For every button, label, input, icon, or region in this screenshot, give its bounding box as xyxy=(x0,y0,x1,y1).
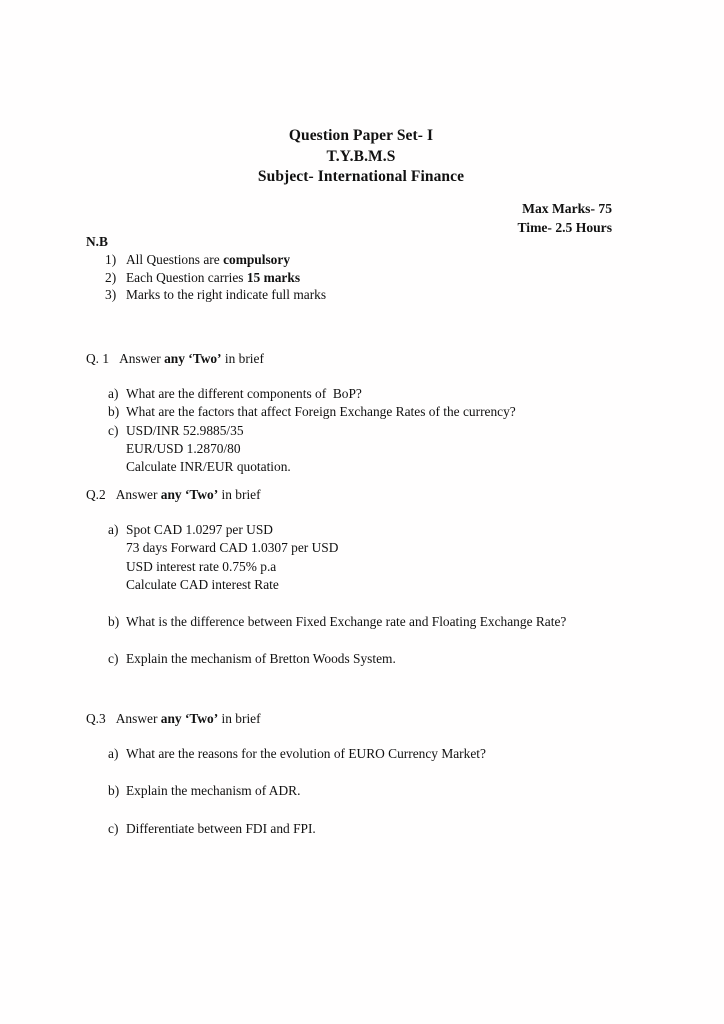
note-heading: N.B xyxy=(86,234,108,249)
note-item-marker: 1) xyxy=(105,252,117,267)
note-item-marker: 3) xyxy=(105,287,117,303)
note-item-text-plain: Each Question carries xyxy=(126,269,247,285)
question-sub-item xyxy=(86,650,566,668)
question-instruction-prefix: Answer xyxy=(119,351,165,366)
question-sub-marker: c) xyxy=(108,422,119,438)
question-label: Q. 1 xyxy=(86,351,110,366)
page-title: Question Paper Set- I xyxy=(288,127,434,144)
question-sub-line: 73 days Forward CAD 1.0307 per USD xyxy=(126,540,339,556)
note-item-text-plain: Marks to the right indicate full marks xyxy=(126,287,327,303)
question-sub-marker: b) xyxy=(108,783,120,799)
course-title: T.Y.B.M.S xyxy=(326,147,396,165)
subject-title: Subject- International Finance xyxy=(257,168,465,185)
paper-title-block xyxy=(0,126,724,188)
question-sub-item xyxy=(86,613,566,631)
question-sub-line: Explain the mechanism of ADR. xyxy=(126,783,301,799)
question-instruction-prefix: Answer xyxy=(115,487,161,502)
question-sub-line: What are the factors that affect Foreign Exchange Rates of the currency? xyxy=(126,404,516,420)
question-1 xyxy=(86,350,516,476)
question-sub-item xyxy=(86,782,486,800)
question-label: Q.2 xyxy=(86,487,106,502)
question-sub-item xyxy=(86,521,566,594)
question-sub-item xyxy=(86,403,516,421)
question-sub-marker: a) xyxy=(108,386,119,401)
question-sub-list xyxy=(86,745,486,838)
time-label: Time- 2.5 Hours xyxy=(517,219,612,235)
question-sub-item xyxy=(86,745,486,763)
question-sub-line: What is the difference between Fixed Exchange rate and Floating Exchange Rate? xyxy=(126,614,567,630)
note-item-text-emphasis: compulsory xyxy=(223,252,291,267)
question-sub-item xyxy=(86,820,486,838)
question-sub-line: Explain the mechanism of Bretton Woods System. xyxy=(126,651,396,667)
question-instruction-emphasis: any ‘Two’ xyxy=(160,711,219,726)
question-instruction-suffix: in brief xyxy=(221,351,264,366)
question-sub-marker: b) xyxy=(108,614,120,630)
note-list-item xyxy=(86,286,326,304)
note-item-text xyxy=(126,252,290,267)
question-sub-item xyxy=(86,422,516,477)
question-sub-marker: c) xyxy=(108,820,119,836)
note-list xyxy=(86,251,326,304)
question-sub-line: What are the reasons for the evolution of EURO Currency Market? xyxy=(126,746,486,761)
question-sub-list xyxy=(86,521,566,669)
question-2 xyxy=(86,486,566,669)
question-sub-line: Calculate INR/EUR quotation. xyxy=(126,459,291,475)
question-sub-line: Calculate CAD interest Rate xyxy=(126,576,279,592)
question-instruction-emphasis: any ‘Two’ xyxy=(164,351,222,366)
question-instruction-suffix: in brief xyxy=(218,711,261,726)
note-item-text-plain: All Questions are xyxy=(126,252,224,267)
question-sub-marker: b) xyxy=(108,404,120,420)
note-item-text xyxy=(126,287,326,302)
note-item-marker: 2) xyxy=(105,269,117,285)
question-sub-list xyxy=(86,385,516,476)
note-item-text-emphasis: 15 marks xyxy=(246,269,301,285)
note-list-item xyxy=(86,269,326,287)
question-sub-line: EUR/USD 1.2870/80 xyxy=(126,440,241,456)
question-sub-item xyxy=(86,385,516,403)
question-sub-marker: c) xyxy=(108,651,119,667)
question-heading xyxy=(86,710,486,727)
question-sub-line: USD interest rate 0.75% p.a xyxy=(126,558,277,574)
question-sub-line: What are the different components of BoP? xyxy=(126,386,362,401)
question-instruction-emphasis: any ‘Two’ xyxy=(160,487,219,502)
note-block xyxy=(86,234,326,304)
question-3 xyxy=(86,710,486,838)
question-instruction-prefix: Answer xyxy=(115,711,161,726)
question-instruction-suffix: in brief xyxy=(218,487,261,502)
question-sub-marker: a) xyxy=(108,522,119,537)
question-sub-line: USD/INR 52.9885/35 xyxy=(126,422,244,438)
question-sub-marker: a) xyxy=(108,746,119,761)
question-sub-line: Spot CAD 1.0297 per USD xyxy=(126,522,273,537)
question-heading xyxy=(86,350,516,367)
question-sub-line: Differentiate between FDI and FPI. xyxy=(126,820,316,836)
exam-info-block xyxy=(517,200,612,237)
question-label: Q.3 xyxy=(86,711,106,726)
question-heading xyxy=(86,486,566,503)
note-list-item xyxy=(86,251,326,269)
note-item-text xyxy=(126,270,300,285)
max-marks-label: Max Marks- 75 xyxy=(522,201,612,216)
